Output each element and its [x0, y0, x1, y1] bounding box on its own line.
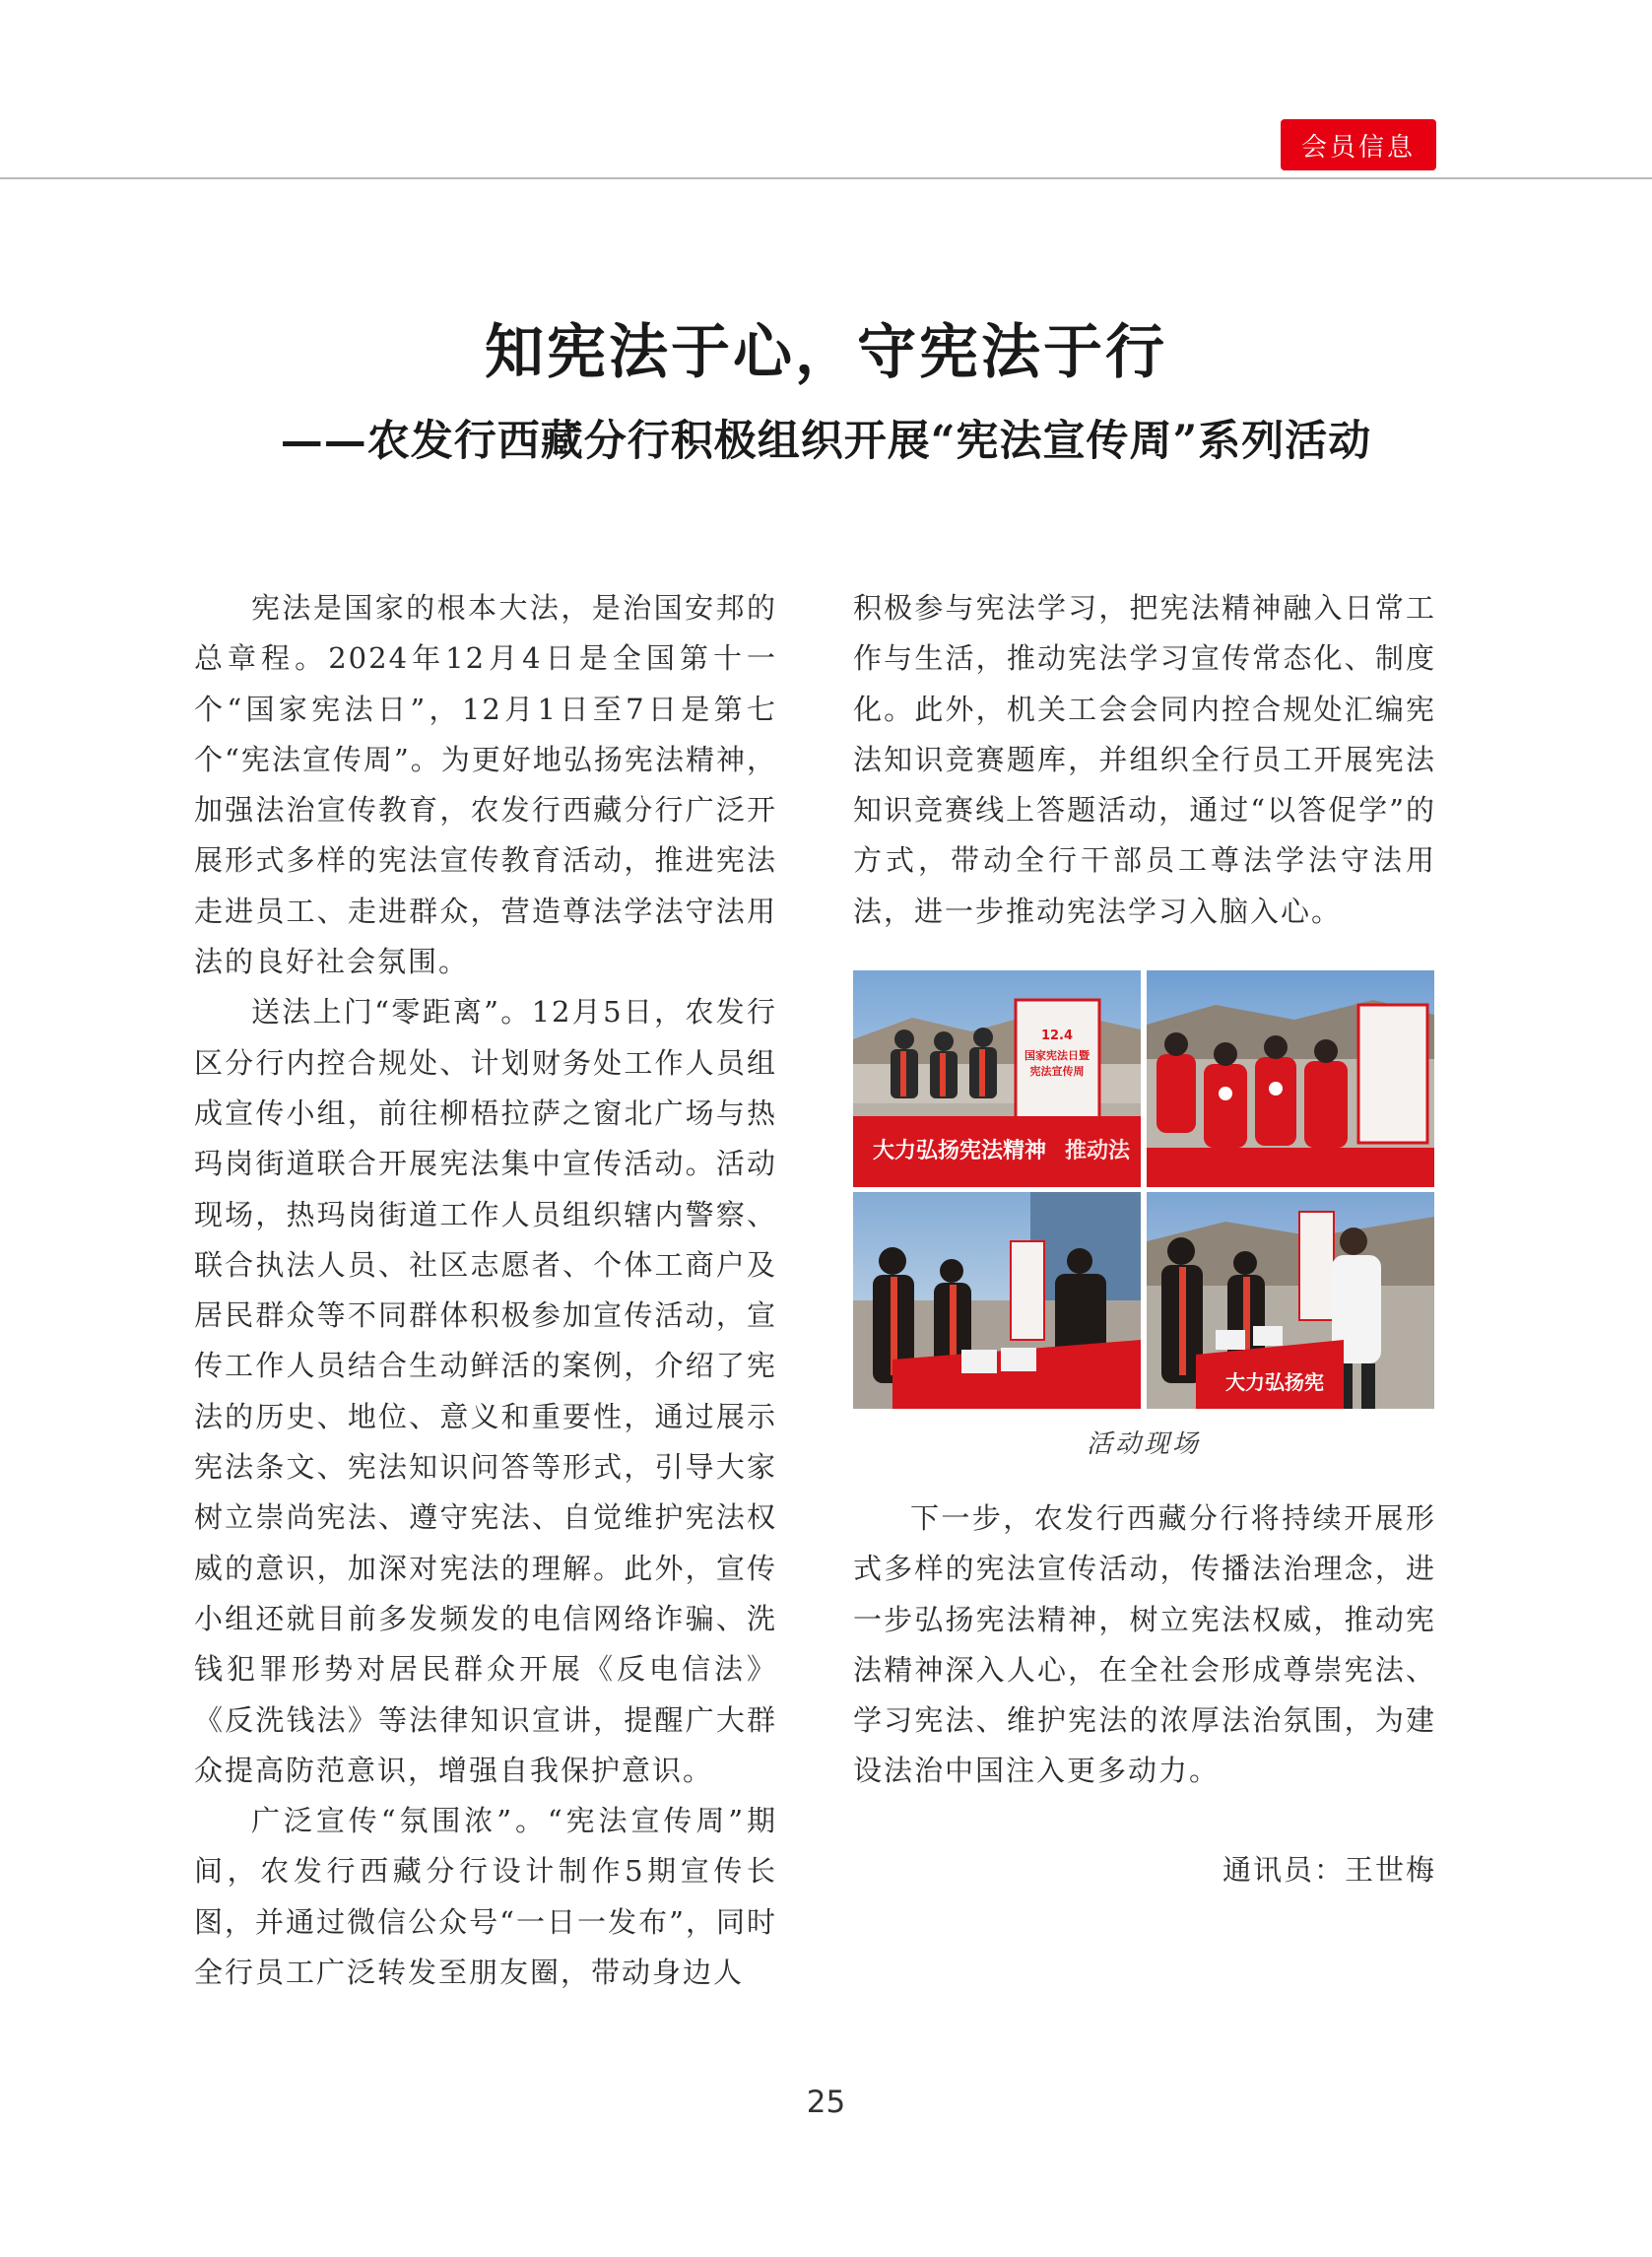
section-tag: 会员信息: [1281, 119, 1436, 170]
activity-photo-collage: [853, 970, 1434, 1409]
article-title: 知宪法于心，守宪法于行: [485, 318, 1167, 387]
paragraph-outreach: 送法上门“零距离”。12月5日，农发行区分行内控合规处、计划财务处工作人员组成宣传小组，前往柳梧拉萨之窗北广场与热玛岗街道联合开展宪法集中宣传活动。活动现场，热玛岗街道工作人员组织辖内警察、联合执法人员、社区志愿者、个体工商户及居民群众等不同群体积极参加宣传活动，宣传工作人员结合生动鲜活的案例，介绍了宪法的历史、地位、意义和重要性，通过展示宪法条文、宪法知识问答等形式，引导大家树立崇尚宪法、遵守宪法、自觉维护宪法权威的意识，加深对宪法的理解。此外，宣传小组还就目前多发频发的电信网络诈骗、洗钱犯罪形势对居民群众开展《反电信法》《反洗钱法》等法律知识宣讲，提醒广大群众提高防范意识，增强自我保护意识。: [194, 995, 777, 1787]
closing-column: [853, 1494, 1436, 1797]
paragraph-intro: 宪法是国家的根本大法，是治国安邦的总章程。2024年12月4日是全国第十一个“国家宪法日”，12月1日至7日是第七个“宪法宣传周”。为更好地弘扬宪法精神，加强法治宣传教育，农发行西藏分行广泛开展形式多样的宪法宣传教育活动，推进宪法走进员工、走进群众，营造尊法学法守法用法的良好社会氛围。: [194, 591, 777, 979]
left-column: [194, 583, 777, 1998]
photo-booth-front: [853, 970, 1141, 1187]
photo-caption: 活动现场: [1086, 1429, 1201, 1459]
sign-title-text: 国家宪法日暨: [1024, 1049, 1090, 1062]
banner-text: 大力弘扬宪法精神: [873, 1139, 1047, 1163]
paragraph-closing: 下一步，农发行西藏分行将持续开展形式多样的宪法宣传活动，传播法治理念，进一步弘扬宪法精神，树立宪法权威，推动宪法精神深入人心，在全社会形成尊崇宪法、学习宪法、维护宪法的浓厚法治氛围，为建设法治中国注入更多动力。: [853, 1501, 1436, 1788]
article-subtitle: ——农发行西藏分行积极组织开展“宪法宣传周”系列活动: [280, 417, 1372, 466]
photo-resident-consult: [1147, 1192, 1434, 1409]
banner-text-right: 推动法: [1065, 1139, 1131, 1163]
photo-explaining-law: [853, 1192, 1141, 1409]
right-column: [853, 583, 1436, 937]
paragraph-publicity: 广泛宣传“氛围浓”。“宪法宣传周”期间，农发行西藏分行设计制作5期宣传长图，并通过微信公众号“一日一发布”，同时全行员工广泛转发至朋友圈，带动身边人: [194, 1804, 777, 1990]
page-number: 25: [806, 2085, 846, 2120]
banner-text-lower: 大力弘扬宪: [1225, 1370, 1324, 1394]
author-credit: 通讯员：王世梅: [1222, 1853, 1436, 1887]
photo-volunteers: [1147, 970, 1434, 1187]
sign-date-text: 12.4: [1040, 1029, 1074, 1043]
header-rule: [0, 177, 1652, 179]
sign-subtitle-text: 宪法宣传周: [1029, 1065, 1085, 1078]
paragraph-continued: 积极参与宪法学习，把宪法精神融入日常工作与生活，推动宪法学习宣传常态化、制度化。此外，机关工会会同内控合规处汇编宪法知识竞赛题库，并组织全行员工开展宪法知识竞赛线上答题活动，通过“以答促学”的方式，带动全行干部员工尊法学法守法用法，进一步推动宪法学习入脑入心。: [853, 591, 1436, 928]
